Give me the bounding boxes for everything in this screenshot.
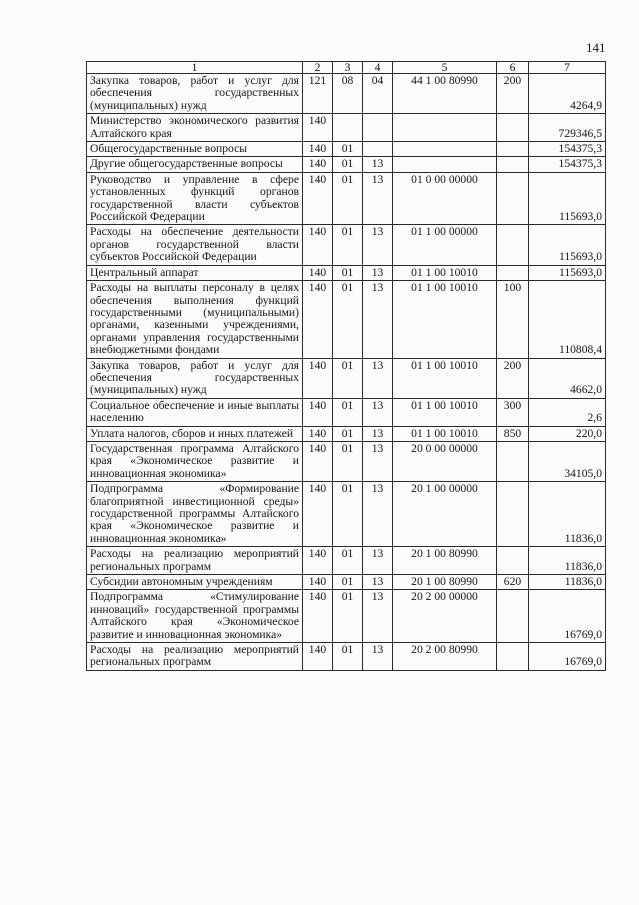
header-row xyxy=(87,62,606,74)
subsection-code-cell: 13 xyxy=(363,281,393,358)
row-name-cell: Уплата налогов, сборов и иных платежей xyxy=(87,426,303,441)
table-row xyxy=(87,482,606,547)
target-article-cell: 01 1 00 10010 xyxy=(393,281,497,358)
table-row xyxy=(87,281,606,358)
target-article-cell: 01 1 00 10010 xyxy=(393,426,497,441)
section-code-cell xyxy=(333,114,363,142)
subsection-code-cell: 13 xyxy=(363,426,393,441)
subsection-code-cell xyxy=(363,142,393,157)
admin-code-cell: 140 xyxy=(303,281,333,358)
target-article-cell: 01 0 00 00000 xyxy=(393,172,497,225)
subsection-code-cell xyxy=(363,114,393,142)
admin-code-cell: 140 xyxy=(303,142,333,157)
subsection-code-cell: 04 xyxy=(363,74,393,114)
table-row xyxy=(87,575,606,590)
target-article-cell: 01 1 00 00000 xyxy=(393,225,497,265)
row-name-cell: Субсидии автономным учреждениям xyxy=(87,575,303,590)
table-row xyxy=(87,643,606,671)
target-article-cell: 20 1 00 80990 xyxy=(393,575,497,590)
expense-type-cell xyxy=(497,265,529,280)
section-code-cell: 01 xyxy=(333,643,363,671)
row-name-cell: Другие общегосударственные вопросы xyxy=(87,157,303,172)
target-article-cell xyxy=(393,157,497,172)
admin-code-cell: 140 xyxy=(303,575,333,590)
table-row xyxy=(87,398,606,426)
column-header: 4 xyxy=(363,62,393,74)
row-name-cell: Центральный аппарат xyxy=(87,265,303,280)
subsection-code-cell: 13 xyxy=(363,547,393,575)
section-code-cell: 08 xyxy=(333,74,363,114)
section-code-cell: 01 xyxy=(333,142,363,157)
expense-type-cell xyxy=(497,142,529,157)
admin-code-cell: 140 xyxy=(303,114,333,142)
section-code-cell: 01 xyxy=(333,265,363,280)
expense-type-cell: 200 xyxy=(497,358,529,398)
expense-type-cell: 620 xyxy=(497,575,529,590)
row-name-cell: Расходы на выплаты персоналу в целях обеспечения выполнения функций государственными (муниципальными) органами, казенными учреждениями, органами управления государственными внебюджетными фондами xyxy=(87,281,303,358)
expense-type-cell xyxy=(497,225,529,265)
amount-cell: 16769,0 xyxy=(529,643,606,671)
row-name-cell: Министерство экономического развития Алтайского края xyxy=(87,114,303,142)
table-row xyxy=(87,426,606,441)
row-name-cell: Расходы на обеспечение деятельности органов государственной власти субъектов Российской Федерации xyxy=(87,225,303,265)
expense-type-cell xyxy=(497,482,529,547)
row-name-cell: Социальное обеспечение и иные выплаты населению xyxy=(87,398,303,426)
admin-code-cell: 140 xyxy=(303,265,333,280)
row-name-cell: Закупка товаров, работ и услуг для обеспечения государственных (муниципальных) нужд xyxy=(87,358,303,398)
section-code-cell: 01 xyxy=(333,281,363,358)
subsection-code-cell: 13 xyxy=(363,575,393,590)
table-row xyxy=(87,114,606,142)
row-name-cell: Государственная программа Алтайского края «Экономическое развитие и инновационная экономика» xyxy=(87,441,303,481)
expense-type-cell xyxy=(497,114,529,142)
section-code-cell: 01 xyxy=(333,225,363,265)
expense-type-cell xyxy=(497,590,529,643)
target-article-cell: 20 0 00 00000 xyxy=(393,441,497,481)
row-name-cell: Общегосударственные вопросы xyxy=(87,142,303,157)
target-article-cell xyxy=(393,142,497,157)
section-code-cell: 01 xyxy=(333,482,363,547)
subsection-code-cell: 13 xyxy=(363,398,393,426)
expense-type-cell xyxy=(497,172,529,225)
admin-code-cell: 140 xyxy=(303,590,333,643)
admin-code-cell: 140 xyxy=(303,441,333,481)
amount-cell: 4264,9 xyxy=(529,74,606,114)
section-code-cell: 01 xyxy=(333,547,363,575)
row-name-cell: Подпрограмма «Стимулирование инноваций» государственной программы Алтайского края «Экономическое развитие и инновационная экономика» xyxy=(87,590,303,643)
expense-type-cell: 200 xyxy=(497,74,529,114)
target-article-cell: 20 2 00 00000 xyxy=(393,590,497,643)
section-code-cell: 01 xyxy=(333,398,363,426)
expense-type-cell xyxy=(497,157,529,172)
target-article-cell: 01 1 00 10010 xyxy=(393,398,497,426)
amount-cell: 115693,0 xyxy=(529,265,606,280)
expense-type-cell xyxy=(497,643,529,671)
amount-cell: 220,0 xyxy=(529,426,606,441)
amount-cell: 154375,3 xyxy=(529,142,606,157)
amount-cell: 4662,0 xyxy=(529,358,606,398)
subsection-code-cell: 13 xyxy=(363,225,393,265)
expense-type-cell xyxy=(497,441,529,481)
table-row xyxy=(87,157,606,172)
amount-cell: 2,6 xyxy=(529,398,606,426)
subsection-code-cell: 13 xyxy=(363,265,393,280)
admin-code-cell: 140 xyxy=(303,398,333,426)
section-code-cell: 01 xyxy=(333,575,363,590)
column-header: 6 xyxy=(497,62,529,74)
table-row xyxy=(87,441,606,481)
amount-cell: 110808,4 xyxy=(529,281,606,358)
amount-cell: 154375,3 xyxy=(529,157,606,172)
target-article-cell xyxy=(393,114,497,142)
admin-code-cell: 140 xyxy=(303,482,333,547)
section-code-cell: 01 xyxy=(333,358,363,398)
target-article-cell: 01 1 00 10010 xyxy=(393,265,497,280)
column-header: 5 xyxy=(393,62,497,74)
admin-code-cell: 140 xyxy=(303,172,333,225)
table-row xyxy=(87,590,606,643)
column-header: 3 xyxy=(333,62,363,74)
row-name-cell: Руководство и управление в сфере установленных функций органов государственной власти субъектов Российской Федерации xyxy=(87,172,303,225)
target-article-cell: 20 1 00 00000 xyxy=(393,482,497,547)
table-row xyxy=(87,225,606,265)
row-name-cell: Расходы на реализацию мероприятий региональных программ xyxy=(87,643,303,671)
subsection-code-cell: 13 xyxy=(363,441,393,481)
admin-code-cell: 140 xyxy=(303,358,333,398)
table-row xyxy=(87,547,606,575)
column-header: 7 xyxy=(529,62,606,74)
target-article-cell: 20 1 00 80990 xyxy=(393,547,497,575)
row-name-cell: Закупка товаров, работ и услуг для обеспечения государственных (муниципальных) нужд xyxy=(87,74,303,114)
target-article-cell: 01 1 00 10010 xyxy=(393,358,497,398)
subsection-code-cell: 13 xyxy=(363,590,393,643)
amount-cell: 16769,0 xyxy=(529,590,606,643)
expense-type-cell: 100 xyxy=(497,281,529,358)
amount-cell: 11836,0 xyxy=(529,482,606,547)
section-code-cell: 01 xyxy=(333,157,363,172)
amount-cell: 11836,0 xyxy=(529,547,606,575)
admin-code-cell: 121 xyxy=(303,74,333,114)
table-row xyxy=(87,142,606,157)
section-code-cell: 01 xyxy=(333,441,363,481)
row-name-cell: Расходы на реализацию мероприятий региональных программ xyxy=(87,547,303,575)
target-article-cell: 44 1 00 80990 xyxy=(393,74,497,114)
expense-type-cell: 850 xyxy=(497,426,529,441)
subsection-code-cell: 13 xyxy=(363,358,393,398)
subsection-code-cell: 13 xyxy=(363,172,393,225)
amount-cell: 34105,0 xyxy=(529,441,606,481)
table-row xyxy=(87,358,606,398)
expense-type-cell xyxy=(497,547,529,575)
subsection-code-cell: 13 xyxy=(363,482,393,547)
section-code-cell: 01 xyxy=(333,426,363,441)
admin-code-cell: 140 xyxy=(303,225,333,265)
amount-cell: 115693,0 xyxy=(529,225,606,265)
row-name-cell: Подпрограмма «Формирование благоприятной инвестиционной среды» государственной программы Алтайского края «Экономическое развитие и инновационная экономика» xyxy=(87,482,303,547)
admin-code-cell: 140 xyxy=(303,547,333,575)
section-code-cell: 01 xyxy=(333,590,363,643)
admin-code-cell: 140 xyxy=(303,426,333,441)
page-number: 141 xyxy=(586,40,606,55)
amount-cell: 11836,0 xyxy=(529,575,606,590)
subsection-code-cell: 13 xyxy=(363,643,393,671)
amount-cell: 729346,5 xyxy=(529,114,606,142)
column-header: 2 xyxy=(303,62,333,74)
admin-code-cell: 140 xyxy=(303,157,333,172)
budget-table xyxy=(86,61,606,671)
amount-cell: 115693,0 xyxy=(529,172,606,225)
column-header: 1 xyxy=(87,62,303,74)
admin-code-cell: 140 xyxy=(303,643,333,671)
subsection-code-cell: 13 xyxy=(363,157,393,172)
table-row xyxy=(87,265,606,280)
table-row xyxy=(87,74,606,114)
expense-type-cell: 300 xyxy=(497,398,529,426)
target-article-cell: 20 2 00 80990 xyxy=(393,643,497,671)
table-row xyxy=(87,172,606,225)
section-code-cell: 01 xyxy=(333,172,363,225)
